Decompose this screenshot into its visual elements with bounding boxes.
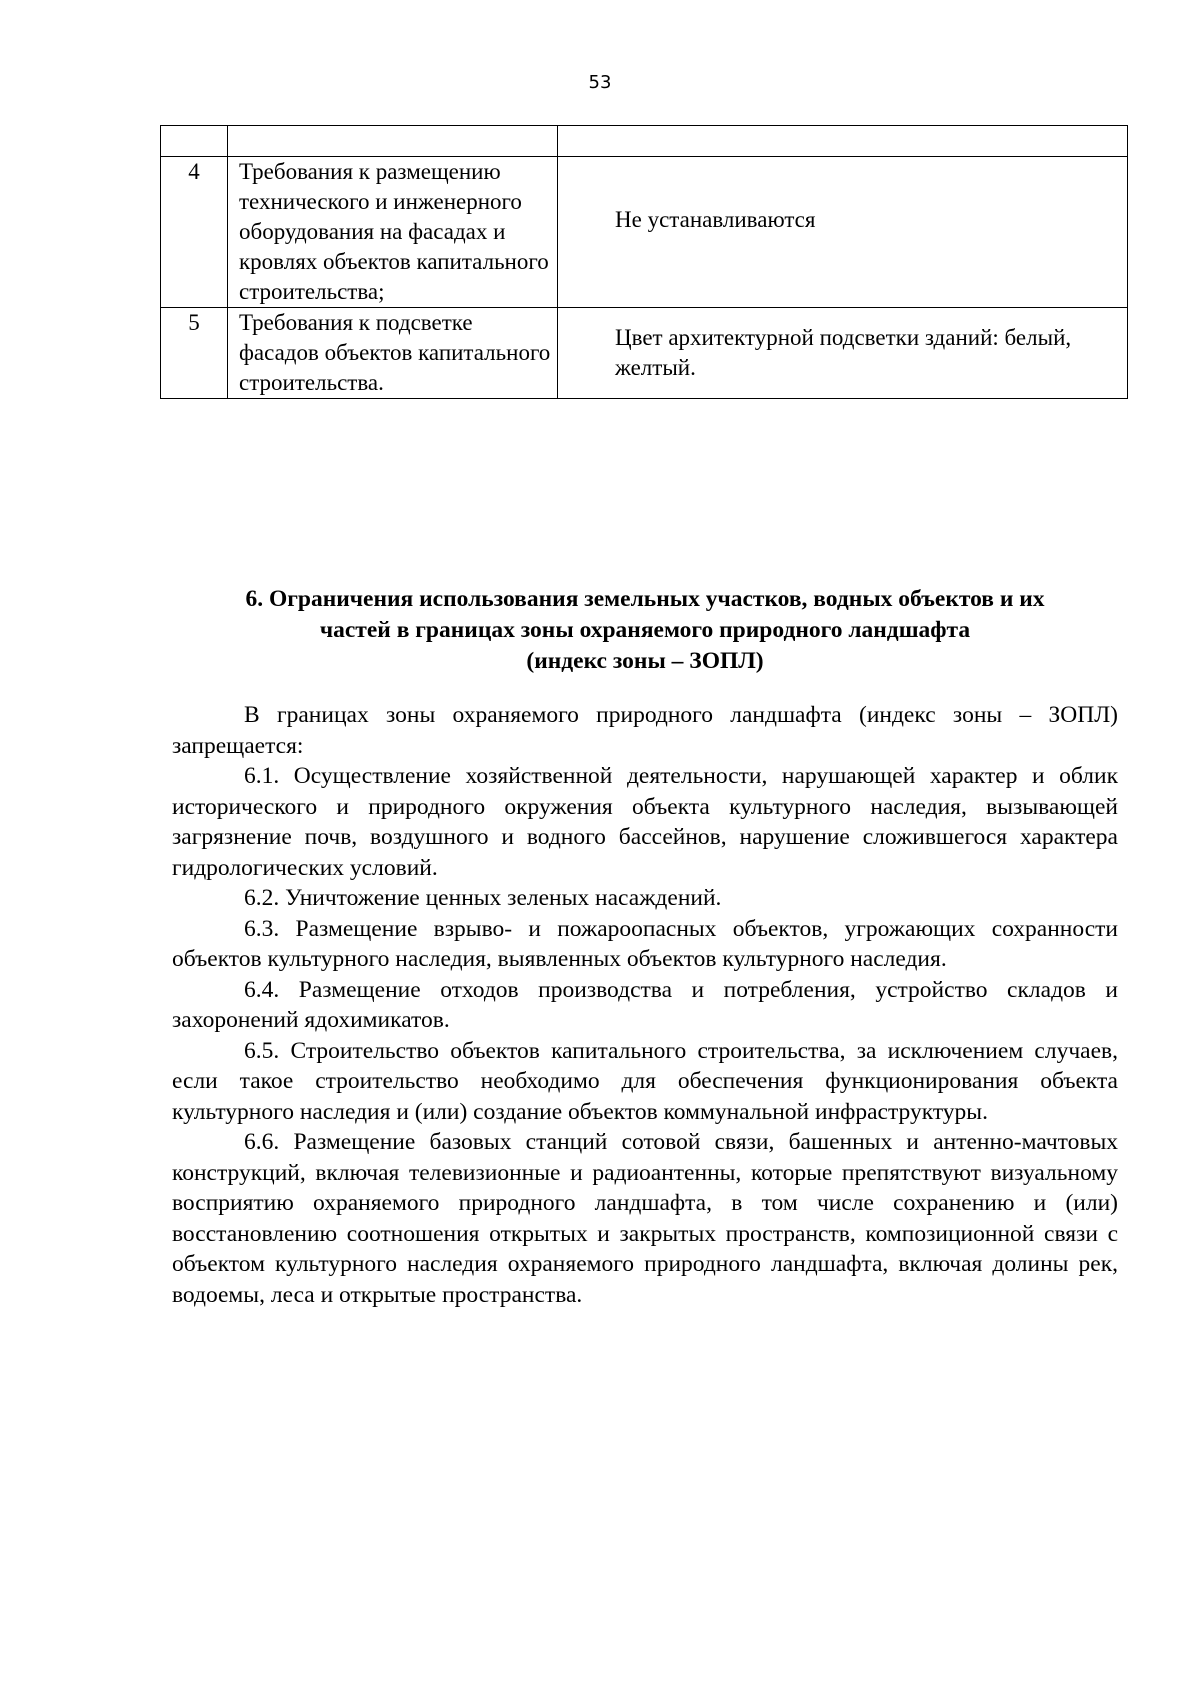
paragraph: В границах зоны охраняемого природного ландшафта (индекс зоны – ЗОПЛ) запрещается: — [172, 702, 1118, 759]
requirement-cell — [228, 157, 558, 308]
value-cell — [558, 157, 1128, 308]
row-number — [161, 126, 228, 157]
requirement-text: Требования к подсветке фасадов объектов капитального строительства. — [239, 310, 551, 395]
table-row — [161, 308, 1128, 399]
row-number: 4 — [161, 157, 228, 308]
value-text: Цвет архитектурной подсветки зданий: белый, желтый. — [615, 325, 1072, 380]
paragraph: 6.1. Осуществление хозяйственной деятельности, нарушающей характер и облик исторического и природного окружения объекта культурного наследия, вызывающей загрязнение почв, воздушного и водного бассейнов, нарушение сложившегося характера гидрологических условий. — [172, 763, 1118, 881]
value-text: Не устанавливаются — [615, 207, 816, 232]
page-number: 53 — [588, 72, 612, 93]
requirements-table — [160, 125, 1128, 399]
section-title-line: 6. Ограничения использования земельных участков, водных объектов и их — [245, 586, 1045, 612]
paragraph: 6.2. Уничтожение ценных зеленых насаждений. — [244, 885, 722, 911]
section-title — [172, 584, 1118, 677]
paragraph: 6.4. Размещение отходов производства и потребления, устройство складов и захоронений ядохимикатов. — [172, 976, 1118, 1033]
paragraph: 6.3. Размещение взрыво- и пожароопасных объектов, угрожающих сохранности объектов культурного наследия, выявленных объектов культурного наследия. — [172, 915, 1118, 972]
row-number: 5 — [161, 308, 228, 399]
section-title-line: (индекс зоны – ЗОПЛ) — [526, 648, 764, 674]
section-title-line: частей в границах зоны охраняемого природного ландшафта — [319, 617, 971, 643]
table-row — [161, 157, 1128, 308]
requirement-text: Требования к размещению технического и инженерного оборудования на фасадах и кровлях объектов капитального строительства; — [239, 159, 549, 304]
value-cell — [558, 308, 1128, 399]
value-cell — [558, 126, 1128, 157]
requirement-cell — [228, 308, 558, 399]
table-row — [161, 126, 1128, 157]
requirement-cell — [228, 126, 558, 157]
section-body — [172, 700, 1118, 1310]
paragraph: 6.5. Строительство объектов капитального строительства, за исключением случаев, если такое строительство необходимо для обеспечения функционирования объекта культурного наследия и (или) создание объектов коммунальной инфраструктуры. — [172, 1037, 1118, 1125]
paragraph: 6.6. Размещение базовых станций сотовой связи, башенных и антенно-мачтовых конструкций, включая телевизионные и радиоантенны, которые препятствуют визуальному восприятию охраняемого природного ландшафта, в том числе сохранению и (или) восстановлению соотношения открытых и закрытых пространств, композиционной связи с объектом культурного наследия охраняемого природного ландшафта, включая долины рек, водоемы, леса и открытые пространства. — [172, 1129, 1118, 1308]
